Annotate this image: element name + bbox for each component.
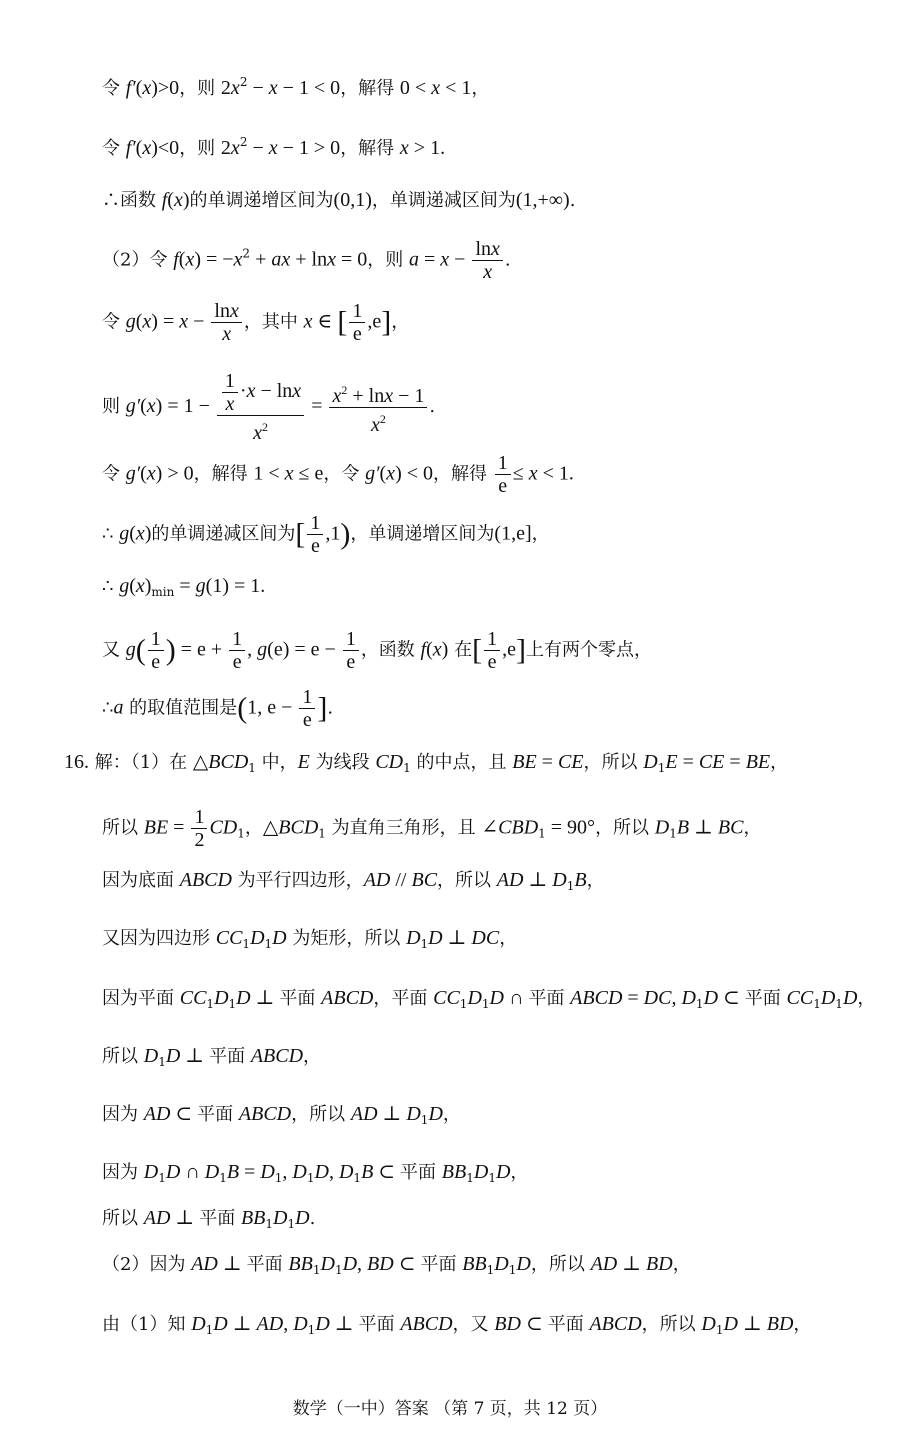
problem-16-line-11: 由（1）知 $D_1D$ ⊥ AD, $D_1D$ ⊥ 平面 ABCD，又 BD ⊂ 平面 ABCD，所以 $D_1D$ ⊥ BD， — [102, 1313, 812, 1337]
problem-16-line-2: 所以 BE = $\frac{1}{2}$ $CD_1$，$\triangle BCD_1$ 为直角三角形，且 $\angle CBD_1 = 90^\circ$，所以 $D_1B$ ⊥ BC， — [102, 806, 762, 851]
solution-line-10: 又 g( $\frac{1}{e}$ ) = e + $\frac{1}{e}$ , g(e) = e − $\frac{1}{e}$ ，函数 f(x) 在[ $\frac{1}{e}$ ,e]上有两个零点， — [102, 628, 652, 673]
problem-16-line-3: 因为底面 ABCD 为平行四边形，AD // BC，所以 AD ⊥ $D_1B$， — [102, 869, 605, 893]
problem-16-line-6: 所以 $D_1D$ ⊥ 平面 ABCD， — [102, 1045, 322, 1069]
solution-line-11: ∴a 的取值范围是(1, e − $\frac{1}{e}$ ]. — [102, 686, 334, 731]
solution-line-2: 令 f′(x)<0，则 $2x^2 - x - 1 > 0$，解得 x > 1. — [102, 135, 446, 159]
solution-line-8: ∴ g(x)的单调递减区间为[ $\frac{1}{e}$ ,1)，单调递增区间为(1,e]， — [102, 512, 550, 557]
problem-16-line-9: 所以 AD ⊥ 平面 $BB_1D_1D$. — [102, 1207, 316, 1231]
solution-line-6: 则 g′(x) = 1 − $\frac{1}{x}$ ·x − lnx $x^2$ = $\frac{x^2 + \ln x - 1}{x^2}$ . — [102, 370, 436, 444]
problem-16-line-8: 因为 $D_1D$ ∩ $D_1B = D_1$, $D_1D$, $D_1B$ ⊂ 平面 $BB_1D_1D$， — [102, 1161, 529, 1185]
problem-16-line-1: 16. 解：（1）在 $\triangle BCD_1$ 中，E 为线段 $CD_1$ 的中点，且 BE = CE，所以 $D_1E$ = CE = BE， — [64, 751, 789, 775]
solution-line-9: ∴ $g(x)_{min} = g(1) = 1$. — [102, 575, 266, 599]
problem-16-line-7: 因为 AD ⊂ 平面 ABCD，所以 AD ⊥ $D_1D$， — [102, 1103, 461, 1127]
solution-line-3: ∴函数 f(x)的单调递增区间为(0,1)，单调递减区间为(1,+∞). — [102, 189, 576, 211]
solution-line-4: （2）令 $f(x) = -x^2$ + ax + lnx = 0，则 a = x − $\frac{\ln x}{x}$ . — [102, 238, 511, 283]
problem-16-line-10: （2）因为 AD ⊥ 平面 $BB_1D_1D$, BD ⊂ 平面 $BB_1D_1D$，所以 AD ⊥ BD， — [102, 1253, 691, 1277]
problem-16-line-4: 又因为四边形 $CC_1D_1D$ 为矩形，所以 $D_1D$ ⊥ DC， — [102, 927, 518, 951]
page-footer: 数学（一中）答案 （第 7 页，共 12 页） — [292, 1399, 608, 1419]
solution-line-1: 令 f′(x)>0，则 $2x^2 - x - 1 < 0$，解得 0 < x < 1， — [102, 75, 490, 99]
problem-16-line-5: 因为平面 $CC_1D_1D$ ⊥ 平面 ABCD，平面 $CC_1D_1D$ ∩ 平面 ABCD = DC, $D_1D$ ⊂ 平面 $CC_1D_1D$， — [102, 987, 876, 1011]
solution-line-5: 令 g(x) = x − $\frac{\ln x}{x}$ ，其中 x ∈ [ $\frac{1}{e}$ ,e]， — [102, 300, 410, 345]
solution-line-7: 令 g′(x) > 0，解得 1 < x ≤ e，令 g′(x) < 0，解得 $\frac{1}{e}$ ≤ x < 1. — [102, 452, 574, 497]
